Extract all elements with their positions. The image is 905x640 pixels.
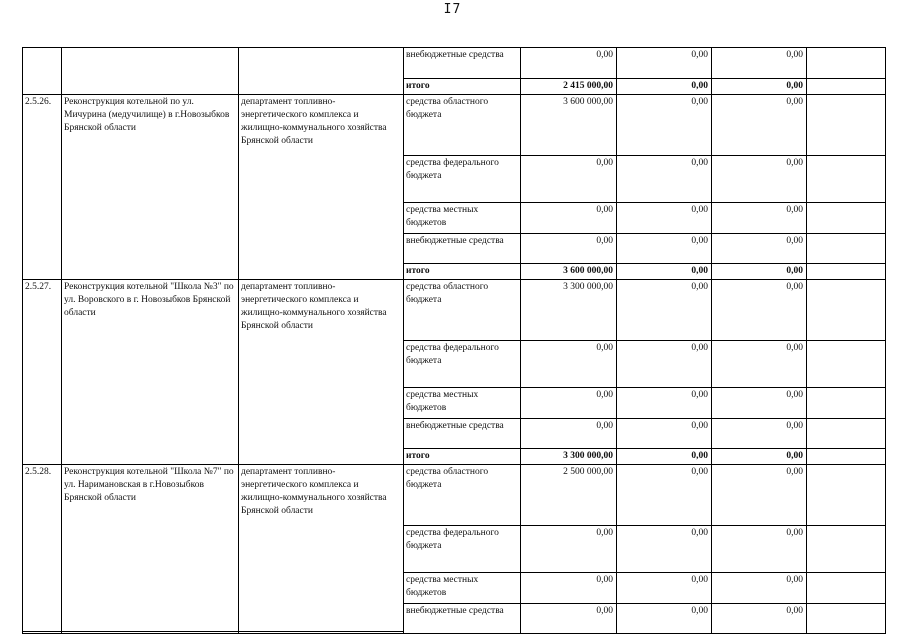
responsible-executor: департамент топливно-энергетического комплекса и жилищно-коммунального хозяйства Брянской области (239, 465, 404, 634)
item-name: Реконструкция котельной "Школа №3" по ул. Воровского в г. Новозыбков Брянской области (62, 280, 239, 465)
funding-source: средства федерального бюджета (404, 341, 521, 388)
amount-3: 0,00 (712, 95, 807, 156)
funding-source: средства федерального бюджета (404, 156, 521, 203)
table-row (23, 95, 886, 156)
amount-3: 0,00 (712, 573, 807, 604)
funding-source: средства местных бюджетов (404, 203, 521, 234)
table-row (23, 465, 886, 526)
amount-3: 0,00 (712, 48, 807, 79)
amount-3: 0,00 (712, 203, 807, 234)
amount-3: 0,00 (712, 419, 807, 449)
amount-1: 0,00 (521, 419, 617, 449)
amount-1: 0,00 (521, 388, 617, 419)
amount-1: 0,00 (521, 604, 617, 634)
amount-1: 0,00 (521, 156, 617, 203)
amount-1: 3 300 000,00 (521, 449, 617, 465)
amount-3: 0,00 (712, 156, 807, 203)
amount-2: 0,00 (617, 95, 712, 156)
table-body (23, 48, 886, 634)
responsible-executor: департамент топливно-энергетического комплекса и жилищно-коммунального хозяйства Брянской области (239, 280, 404, 465)
amount-2: 0,00 (617, 264, 712, 280)
empty-cell (807, 203, 886, 234)
budget-table (22, 47, 886, 634)
funding-source: средства федерального бюджета (404, 526, 521, 573)
amount-2: 0,00 (617, 234, 712, 264)
empty-cell (807, 573, 886, 604)
funding-source: средства областного бюджета (404, 95, 521, 156)
responsible-executor: департамент топливно-энергетического комплекса и жилищно-коммунального хозяйства Брянской области (239, 95, 404, 280)
amount-1: 3 600 000,00 (521, 95, 617, 156)
amount-2: 0,00 (617, 526, 712, 573)
table-bottom-border (22, 631, 403, 632)
amount-1: 0,00 (521, 573, 617, 604)
amount-3: 0,00 (712, 341, 807, 388)
empty-cell (807, 341, 886, 388)
funding-source: внебюджетные средства (404, 48, 521, 79)
amount-3: 0,00 (712, 604, 807, 634)
funding-source: средства местных бюджетов (404, 573, 521, 604)
amount-2: 0,00 (617, 341, 712, 388)
amount-2: 0,00 (617, 388, 712, 419)
continuation-responsible-cell (239, 48, 404, 95)
amount-2: 0,00 (617, 419, 712, 449)
table-row (23, 280, 886, 341)
funding-source: средства областного бюджета (404, 465, 521, 526)
empty-cell (807, 48, 886, 79)
empty-cell (807, 419, 886, 449)
funding-source: итого (404, 79, 521, 95)
amount-3: 0,00 (712, 526, 807, 573)
amount-2: 0,00 (617, 604, 712, 634)
amount-1: 0,00 (521, 341, 617, 388)
empty-cell (807, 449, 886, 465)
funding-source: итого (404, 449, 521, 465)
amount-3: 0,00 (712, 465, 807, 526)
amount-2: 0,00 (617, 203, 712, 234)
page-number: I7 (443, 2, 462, 17)
empty-cell (807, 156, 886, 203)
funding-source: средства местных бюджетов (404, 388, 521, 419)
item-name: Реконструкция котельной "Школа №7" по ул. Наримановская в г.Новозыбков Брянской области (62, 465, 239, 634)
empty-cell (807, 526, 886, 573)
item-code: 2.5.28. (23, 465, 62, 634)
amount-1: 0,00 (521, 203, 617, 234)
amount-2: 0,00 (617, 48, 712, 79)
amount-3: 0,00 (712, 449, 807, 465)
amount-3: 0,00 (712, 388, 807, 419)
amount-2: 0,00 (617, 79, 712, 95)
empty-cell (807, 388, 886, 419)
funding-source: средства областного бюджета (404, 280, 521, 341)
amount-2: 0,00 (617, 573, 712, 604)
continuation-code-cell (23, 48, 62, 95)
amount-3: 0,00 (712, 234, 807, 264)
item-name: Реконструкция котельной по ул. Мичурина (медучилище) в г.Новозыбков Брянской области (62, 95, 239, 280)
item-code: 2.5.27. (23, 280, 62, 465)
amount-2: 0,00 (617, 449, 712, 465)
amount-1: 2 415 000,00 (521, 79, 617, 95)
empty-cell (807, 604, 886, 634)
amount-2: 0,00 (617, 465, 712, 526)
funding-source: внебюджетные средства (404, 419, 521, 449)
funding-source: внебюджетные средства (404, 604, 521, 634)
funding-source: итого (404, 264, 521, 280)
amount-3: 0,00 (712, 280, 807, 341)
continuation-name-cell (62, 48, 239, 95)
empty-cell (807, 280, 886, 341)
amount-1: 0,00 (521, 234, 617, 264)
empty-cell (807, 79, 886, 95)
amount-1: 0,00 (521, 526, 617, 573)
amount-3: 0,00 (712, 79, 807, 95)
amount-1: 0,00 (521, 48, 617, 79)
empty-cell (807, 234, 886, 264)
amount-2: 0,00 (617, 280, 712, 341)
amount-1: 3 600 000,00 (521, 264, 617, 280)
amount-3: 0,00 (712, 264, 807, 280)
empty-cell (807, 465, 886, 526)
table-row (23, 48, 886, 79)
amount-1: 3 300 000,00 (521, 280, 617, 341)
item-code: 2.5.26. (23, 95, 62, 280)
funding-source: внебюджетные средства (404, 234, 521, 264)
amount-1: 2 500 000,00 (521, 465, 617, 526)
empty-cell (807, 264, 886, 280)
amount-2: 0,00 (617, 156, 712, 203)
empty-cell (807, 95, 886, 156)
